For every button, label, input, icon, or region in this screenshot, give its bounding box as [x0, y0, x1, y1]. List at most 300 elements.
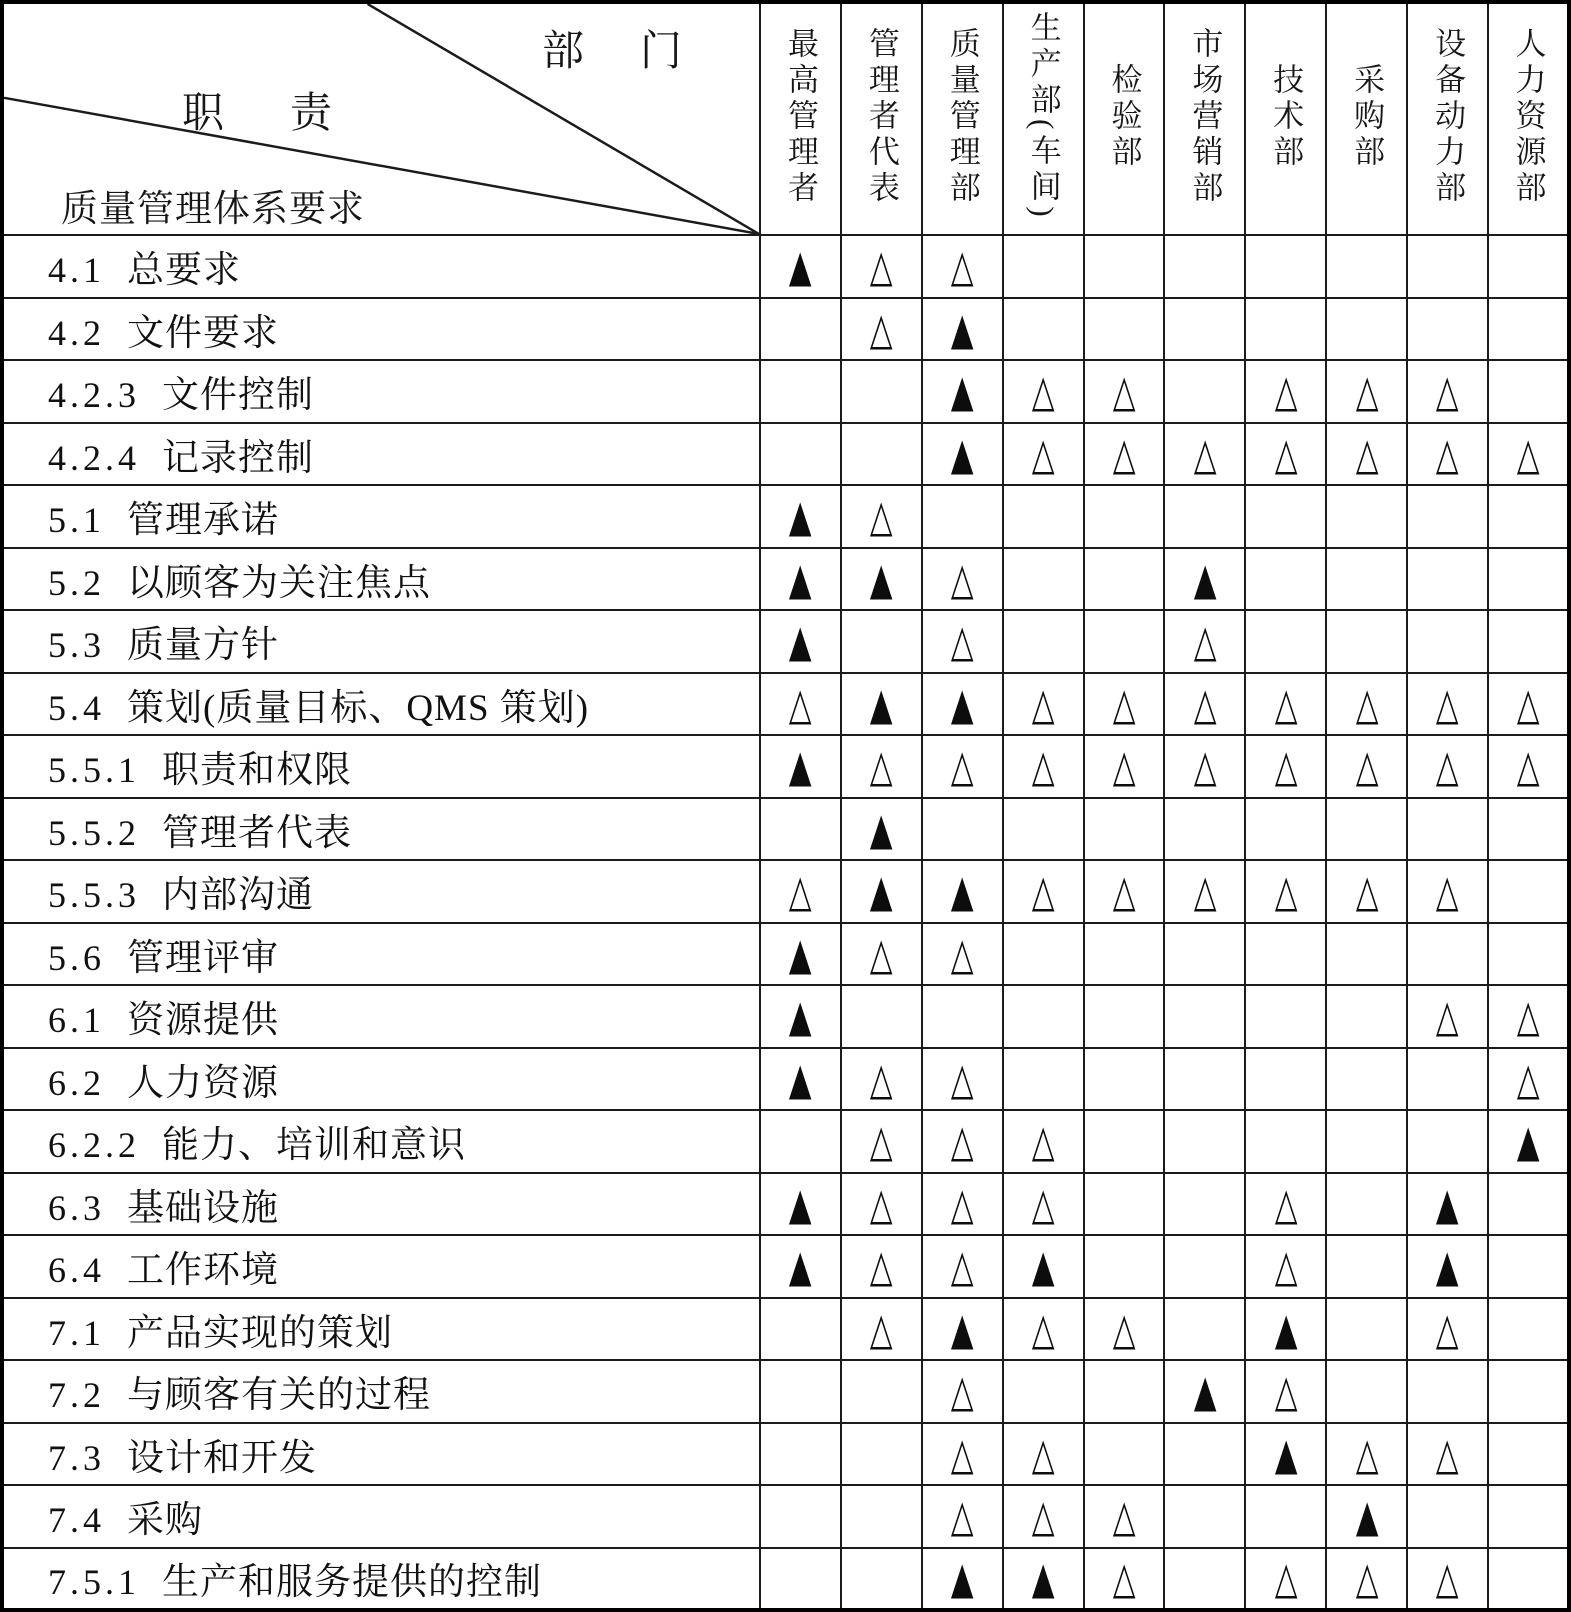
matrix-cell [1326, 923, 1407, 986]
matrix-cell [1407, 360, 1488, 423]
matrix-cell [1084, 298, 1165, 361]
matrix-cell [1407, 923, 1488, 986]
secondary-responsibility-marker: △ [1031, 739, 1055, 792]
table-row [2, 735, 1569, 798]
matrix-cell [922, 798, 1003, 861]
matrix-cell [922, 423, 1003, 486]
secondary-responsibility-marker: △ [1112, 427, 1136, 480]
table-row [2, 1173, 1569, 1236]
secondary-responsibility-marker: △ [1436, 364, 1459, 417]
matrix-cell [760, 1360, 841, 1423]
row-label [2, 610, 760, 673]
matrix-cell [1488, 673, 1569, 736]
matrix-cell [1326, 1485, 1407, 1548]
secondary-responsibility-marker: △ [1274, 364, 1298, 417]
matrix-cell [1488, 1360, 1569, 1423]
matrix-cell [1488, 235, 1569, 298]
matrix-cell [1407, 548, 1488, 611]
matrix-cell [1326, 1423, 1407, 1486]
clause-number: 6.3 [48, 1187, 105, 1228]
matrix-cell [841, 360, 922, 423]
secondary-responsibility-marker: △ [870, 239, 893, 292]
matrix-cell [760, 923, 841, 986]
matrix-cell [1245, 548, 1326, 611]
matrix-cell [1084, 485, 1165, 548]
matrix-cell [760, 1298, 841, 1361]
matrix-cell [841, 985, 922, 1048]
matrix-cell [922, 1485, 1003, 1548]
table-row [2, 423, 1569, 486]
matrix-cell [922, 673, 1003, 736]
matrix-cell [841, 860, 922, 923]
matrix-cell [760, 985, 841, 1048]
table-row [2, 1548, 1569, 1611]
secondary-responsibility-marker: △ [950, 1052, 974, 1105]
secondary-responsibility-marker: △ [1112, 739, 1136, 792]
matrix-cell [1003, 1423, 1084, 1486]
table-row [2, 485, 1569, 548]
secondary-responsibility-marker: △ [1031, 364, 1055, 417]
clause-number: 7.1 [48, 1312, 105, 1353]
matrix-cell [841, 1423, 922, 1486]
clause-number: 5.5.3 [48, 875, 140, 916]
secondary-responsibility-marker: △ [1031, 1489, 1055, 1542]
clause-title: 基础设施 [127, 1187, 279, 1229]
column-header-label: 技术部 [1268, 62, 1304, 171]
matrix-cell [1003, 360, 1084, 423]
matrix-cell [1245, 1298, 1326, 1361]
matrix-cell [1488, 1173, 1569, 1236]
matrix-cell [1488, 923, 1569, 986]
primary-responsibility-marker: ▲ [789, 1239, 812, 1292]
matrix-cell [1326, 1360, 1407, 1423]
secondary-responsibility-marker: △ [1516, 739, 1540, 792]
matrix-cell [841, 923, 922, 986]
matrix-cell [1245, 1048, 1326, 1111]
matrix-cell [1164, 673, 1245, 736]
secondary-responsibility-marker: △ [950, 1364, 974, 1417]
secondary-responsibility-marker: △ [1193, 427, 1217, 480]
secondary-responsibility-marker: △ [1516, 989, 1540, 1042]
clause-title: 管理承诺 [127, 500, 279, 542]
matrix-cell [1084, 985, 1165, 1048]
column-header-6 [1164, 2, 1245, 235]
row-label [2, 860, 760, 923]
matrix-cell [841, 423, 922, 486]
table-row [2, 1298, 1569, 1361]
secondary-responsibility-marker: △ [950, 1489, 974, 1542]
primary-responsibility-marker: ▲ [1436, 1177, 1459, 1230]
matrix-cell [841, 798, 922, 861]
matrix-cell [1407, 985, 1488, 1048]
matrix-cell [1084, 923, 1165, 986]
row-label [2, 1360, 760, 1423]
matrix-cell [1084, 1298, 1165, 1361]
table-row [2, 235, 1569, 298]
matrix-cell [1164, 860, 1245, 923]
secondary-responsibility-marker: △ [1031, 1177, 1055, 1230]
matrix-cell [1407, 485, 1488, 548]
primary-responsibility-marker: ▲ [789, 1052, 812, 1105]
column-header-label: 人力资源部 [1510, 26, 1546, 207]
matrix-cell [1164, 423, 1245, 486]
matrix-cell [1407, 423, 1488, 486]
matrix-cell [1488, 610, 1569, 673]
row-label [2, 1298, 760, 1361]
matrix-cell [1003, 1548, 1084, 1611]
matrix-cell [760, 860, 841, 923]
clause-number: 5.4 [48, 687, 105, 728]
matrix-cell [841, 1360, 922, 1423]
clause-number: 5.1 [48, 500, 105, 541]
matrix-cell [1084, 860, 1165, 923]
secondary-responsibility-marker: △ [1112, 364, 1136, 417]
matrix-cell [1084, 1048, 1165, 1111]
row-label [2, 235, 760, 298]
secondary-responsibility-marker: △ [1436, 1551, 1459, 1604]
secondary-responsibility-marker: △ [1355, 364, 1378, 417]
primary-responsibility-marker: ▲ [870, 677, 893, 730]
row-label [2, 673, 760, 736]
matrix-cell [1164, 1548, 1245, 1611]
column-header-label: 质量管理部 [944, 26, 980, 207]
column-header-label: 生产部(车间) [1025, 11, 1061, 222]
clause-title: 人力资源 [127, 1062, 279, 1104]
clause-number: 4.2.3 [48, 375, 140, 416]
matrix-cell [1164, 923, 1245, 986]
clause-number: 5.6 [48, 937, 105, 978]
matrix-cell [1488, 860, 1569, 923]
secondary-responsibility-marker: △ [1112, 864, 1136, 917]
matrix-cell [760, 1485, 841, 1548]
secondary-responsibility-marker: △ [1031, 677, 1055, 730]
matrix-cell [1488, 298, 1569, 361]
clause-title: 管理评审 [127, 937, 279, 979]
row-label [2, 735, 760, 798]
primary-responsibility-marker: ▲ [1274, 1427, 1298, 1480]
primary-responsibility-marker: ▲ [870, 864, 893, 917]
clause-number: 7.3 [48, 1437, 105, 1478]
matrix-cell [1003, 798, 1084, 861]
secondary-responsibility-marker: △ [870, 302, 893, 355]
row-label [2, 485, 760, 548]
matrix-cell [1245, 1110, 1326, 1173]
matrix-body [2, 235, 1569, 1610]
matrix-cell [1326, 235, 1407, 298]
primary-responsibility-marker: ▲ [950, 864, 974, 917]
matrix-cell [922, 1173, 1003, 1236]
table-row [2, 985, 1569, 1048]
secondary-responsibility-marker: △ [1355, 739, 1378, 792]
matrix-cell [1164, 360, 1245, 423]
matrix-cell [760, 610, 841, 673]
secondary-responsibility-marker: △ [1193, 614, 1217, 667]
secondary-responsibility-marker: △ [950, 1177, 974, 1230]
matrix-cell [1084, 1360, 1165, 1423]
secondary-responsibility-marker: △ [1031, 1114, 1055, 1167]
secondary-responsibility-marker: △ [950, 927, 974, 980]
clause-title: 策划(质量目标、QMS 策划) [127, 687, 590, 729]
matrix-cell [1407, 1548, 1488, 1611]
matrix-cell [841, 1298, 922, 1361]
clause-title: 文件要求 [127, 312, 279, 354]
row-label [2, 1485, 760, 1548]
matrix-cell [1003, 1485, 1084, 1548]
primary-responsibility-marker: ▲ [950, 302, 974, 355]
secondary-responsibility-marker: △ [950, 1239, 974, 1292]
matrix-cell [841, 735, 922, 798]
secondary-responsibility-marker: △ [1274, 677, 1298, 730]
matrix-cell [1084, 1173, 1165, 1236]
matrix-cell [1084, 610, 1165, 673]
primary-responsibility-marker: ▲ [1436, 1239, 1459, 1292]
clause-number: 4.2 [48, 312, 105, 353]
primary-responsibility-marker: ▲ [789, 739, 812, 792]
matrix-cell [1407, 1173, 1488, 1236]
matrix-cell [1488, 1423, 1569, 1486]
secondary-responsibility-marker: △ [950, 1114, 974, 1167]
matrix-cell [1326, 1110, 1407, 1173]
secondary-responsibility-marker: △ [789, 677, 812, 730]
matrix-cell [1245, 1548, 1326, 1611]
clause-title: 总要求 [127, 250, 241, 292]
matrix-cell [1488, 735, 1569, 798]
row-label [2, 1110, 760, 1173]
matrix-cell [1245, 360, 1326, 423]
matrix-cell [1164, 485, 1245, 548]
row-label [2, 548, 760, 611]
matrix-cell [760, 1235, 841, 1298]
matrix-cell [760, 548, 841, 611]
matrix-cell [1164, 610, 1245, 673]
matrix-cell [1164, 548, 1245, 611]
matrix-cell [1003, 860, 1084, 923]
matrix-cell [841, 298, 922, 361]
primary-responsibility-marker: ▲ [950, 1551, 974, 1604]
secondary-responsibility-marker: △ [1274, 1239, 1298, 1292]
matrix-cell [760, 360, 841, 423]
secondary-responsibility-marker: △ [1112, 1551, 1136, 1604]
matrix-cell [760, 423, 841, 486]
clause-title: 能力、培训和意识 [162, 1125, 466, 1167]
matrix-cell [1003, 735, 1084, 798]
matrix-cell [922, 548, 1003, 611]
matrix-cell [1488, 985, 1569, 1048]
matrix-cell [841, 610, 922, 673]
column-header-1 [760, 2, 841, 235]
matrix-cell [841, 1485, 922, 1548]
header-row [2, 2, 1569, 235]
secondary-responsibility-marker: △ [1436, 427, 1459, 480]
table-row [2, 923, 1569, 986]
secondary-responsibility-marker: △ [1516, 677, 1540, 730]
matrix-cell [1164, 1048, 1245, 1111]
matrix-cell [1003, 673, 1084, 736]
secondary-responsibility-marker: △ [870, 1052, 893, 1105]
matrix-cell [841, 1548, 922, 1611]
matrix-cell [841, 1235, 922, 1298]
clause-title: 以顾客为关注焦点 [127, 562, 431, 604]
table-row [2, 1360, 1569, 1423]
secondary-responsibility-marker: △ [1274, 427, 1298, 480]
matrix-cell [760, 1110, 841, 1173]
matrix-cell [1084, 548, 1165, 611]
matrix-cell [1326, 735, 1407, 798]
clause-title: 内部沟通 [162, 875, 314, 917]
row-label [2, 423, 760, 486]
matrix-cell [922, 735, 1003, 798]
matrix-cell [1003, 610, 1084, 673]
matrix-cell [922, 1423, 1003, 1486]
matrix-cell [1407, 1485, 1488, 1548]
matrix-cell [1084, 735, 1165, 798]
column-header-7 [1245, 2, 1326, 235]
matrix-cell [1488, 485, 1569, 548]
matrix-cell [1084, 235, 1165, 298]
primary-responsibility-marker: ▲ [789, 1177, 812, 1230]
matrix-cell [1407, 1360, 1488, 1423]
secondary-responsibility-marker: △ [789, 864, 812, 917]
clause-number: 5.3 [48, 625, 105, 666]
matrix-cell [1326, 1048, 1407, 1111]
matrix-cell [1326, 985, 1407, 1048]
matrix-cell [922, 1298, 1003, 1361]
clause-number: 6.2 [48, 1062, 105, 1103]
row-label [2, 1548, 760, 1611]
primary-responsibility-marker: ▲ [1031, 1239, 1055, 1292]
column-header-2 [841, 2, 922, 235]
secondary-responsibility-marker: △ [1112, 677, 1136, 730]
matrix-cell [922, 485, 1003, 548]
matrix-cell [1407, 1110, 1488, 1173]
secondary-responsibility-marker: △ [870, 489, 893, 542]
clause-number: 6.2.2 [48, 1125, 140, 1166]
matrix-cell [922, 1548, 1003, 1611]
secondary-responsibility-marker: △ [1516, 1052, 1540, 1105]
matrix-cell [1488, 1485, 1569, 1548]
matrix-cell [1326, 1173, 1407, 1236]
secondary-responsibility-marker: △ [870, 927, 893, 980]
secondary-responsibility-marker: △ [1274, 1364, 1298, 1417]
matrix-cell [1407, 235, 1488, 298]
matrix-cell [1407, 298, 1488, 361]
secondary-responsibility-marker: △ [1193, 864, 1217, 917]
primary-responsibility-marker: ▲ [789, 489, 812, 542]
matrix-cell [1488, 1235, 1569, 1298]
secondary-responsibility-marker: △ [1355, 427, 1378, 480]
matrix-cell [1164, 798, 1245, 861]
matrix-cell [1488, 1298, 1569, 1361]
matrix-cell [922, 1110, 1003, 1173]
row-label [2, 1173, 760, 1236]
matrix-cell [1003, 1173, 1084, 1236]
secondary-responsibility-marker: △ [950, 614, 974, 667]
corner-label-departments: 部门 [542, 29, 739, 75]
row-label [2, 1235, 760, 1298]
column-header-10 [1488, 2, 1569, 235]
matrix-cell [1488, 1548, 1569, 1611]
secondary-responsibility-marker: △ [1112, 1302, 1136, 1355]
matrix-cell [1084, 798, 1165, 861]
matrix-cell [1084, 1235, 1165, 1298]
table-row [2, 610, 1569, 673]
primary-responsibility-marker: ▲ [950, 677, 974, 730]
primary-responsibility-marker: ▲ [1193, 1364, 1217, 1417]
matrix-cell [1003, 985, 1084, 1048]
matrix-cell [841, 548, 922, 611]
secondary-responsibility-marker: △ [1112, 1489, 1136, 1542]
clause-title: 生产和服务提供的控制 [162, 1562, 542, 1604]
secondary-responsibility-marker: △ [1274, 1177, 1298, 1230]
matrix-cell [841, 1048, 922, 1111]
primary-responsibility-marker: ▲ [789, 239, 812, 292]
matrix-cell [1084, 673, 1165, 736]
matrix-cell [1245, 985, 1326, 1048]
matrix-cell [1407, 1298, 1488, 1361]
matrix-cell [1003, 1360, 1084, 1423]
matrix-cell [1326, 1235, 1407, 1298]
matrix-cell [1326, 423, 1407, 486]
matrix-cell [841, 1173, 922, 1236]
matrix-cell [922, 1235, 1003, 1298]
primary-responsibility-marker: ▲ [789, 927, 812, 980]
matrix-cell [922, 235, 1003, 298]
secondary-responsibility-marker: △ [870, 1114, 893, 1167]
matrix-cell [1003, 1298, 1084, 1361]
matrix-cell [1245, 798, 1326, 861]
column-header-label: 管理者代表 [863, 26, 899, 207]
matrix-cell [1164, 235, 1245, 298]
row-label [2, 798, 760, 861]
matrix-cell [1164, 1360, 1245, 1423]
secondary-responsibility-marker: △ [950, 739, 974, 792]
matrix-cell [1407, 1235, 1488, 1298]
matrix-cell [1326, 1548, 1407, 1611]
matrix-cell [1164, 1423, 1245, 1486]
matrix-cell [1164, 985, 1245, 1048]
primary-responsibility-marker: ▲ [789, 552, 812, 605]
matrix-cell [841, 235, 922, 298]
matrix-cell [1003, 548, 1084, 611]
matrix-cell [841, 673, 922, 736]
clause-number: 6.1 [48, 1000, 105, 1041]
matrix-cell [1326, 548, 1407, 611]
matrix-cell [1407, 1048, 1488, 1111]
row-label [2, 298, 760, 361]
secondary-responsibility-marker: △ [870, 1177, 893, 1230]
table-row [2, 1423, 1569, 1486]
secondary-responsibility-marker: △ [1516, 427, 1540, 480]
table-row [2, 1485, 1569, 1548]
secondary-responsibility-marker: △ [1274, 1551, 1298, 1604]
matrix-cell [760, 235, 841, 298]
matrix-cell [1245, 423, 1326, 486]
matrix-cell [1164, 298, 1245, 361]
corner-label-qms-requirements: 质量管理体系要求 [61, 189, 365, 230]
clause-title: 管理者代表 [162, 812, 352, 854]
matrix-cell [841, 485, 922, 548]
matrix-cell [1488, 1048, 1569, 1111]
clause-number: 4.1 [48, 250, 105, 291]
matrix-cell [1407, 735, 1488, 798]
matrix-cell [1326, 798, 1407, 861]
table-row [2, 1235, 1569, 1298]
matrix-cell [1245, 1360, 1326, 1423]
matrix-cell [922, 610, 1003, 673]
row-label [2, 985, 760, 1048]
column-header-9 [1407, 2, 1488, 235]
clause-title: 采购 [127, 1500, 203, 1542]
